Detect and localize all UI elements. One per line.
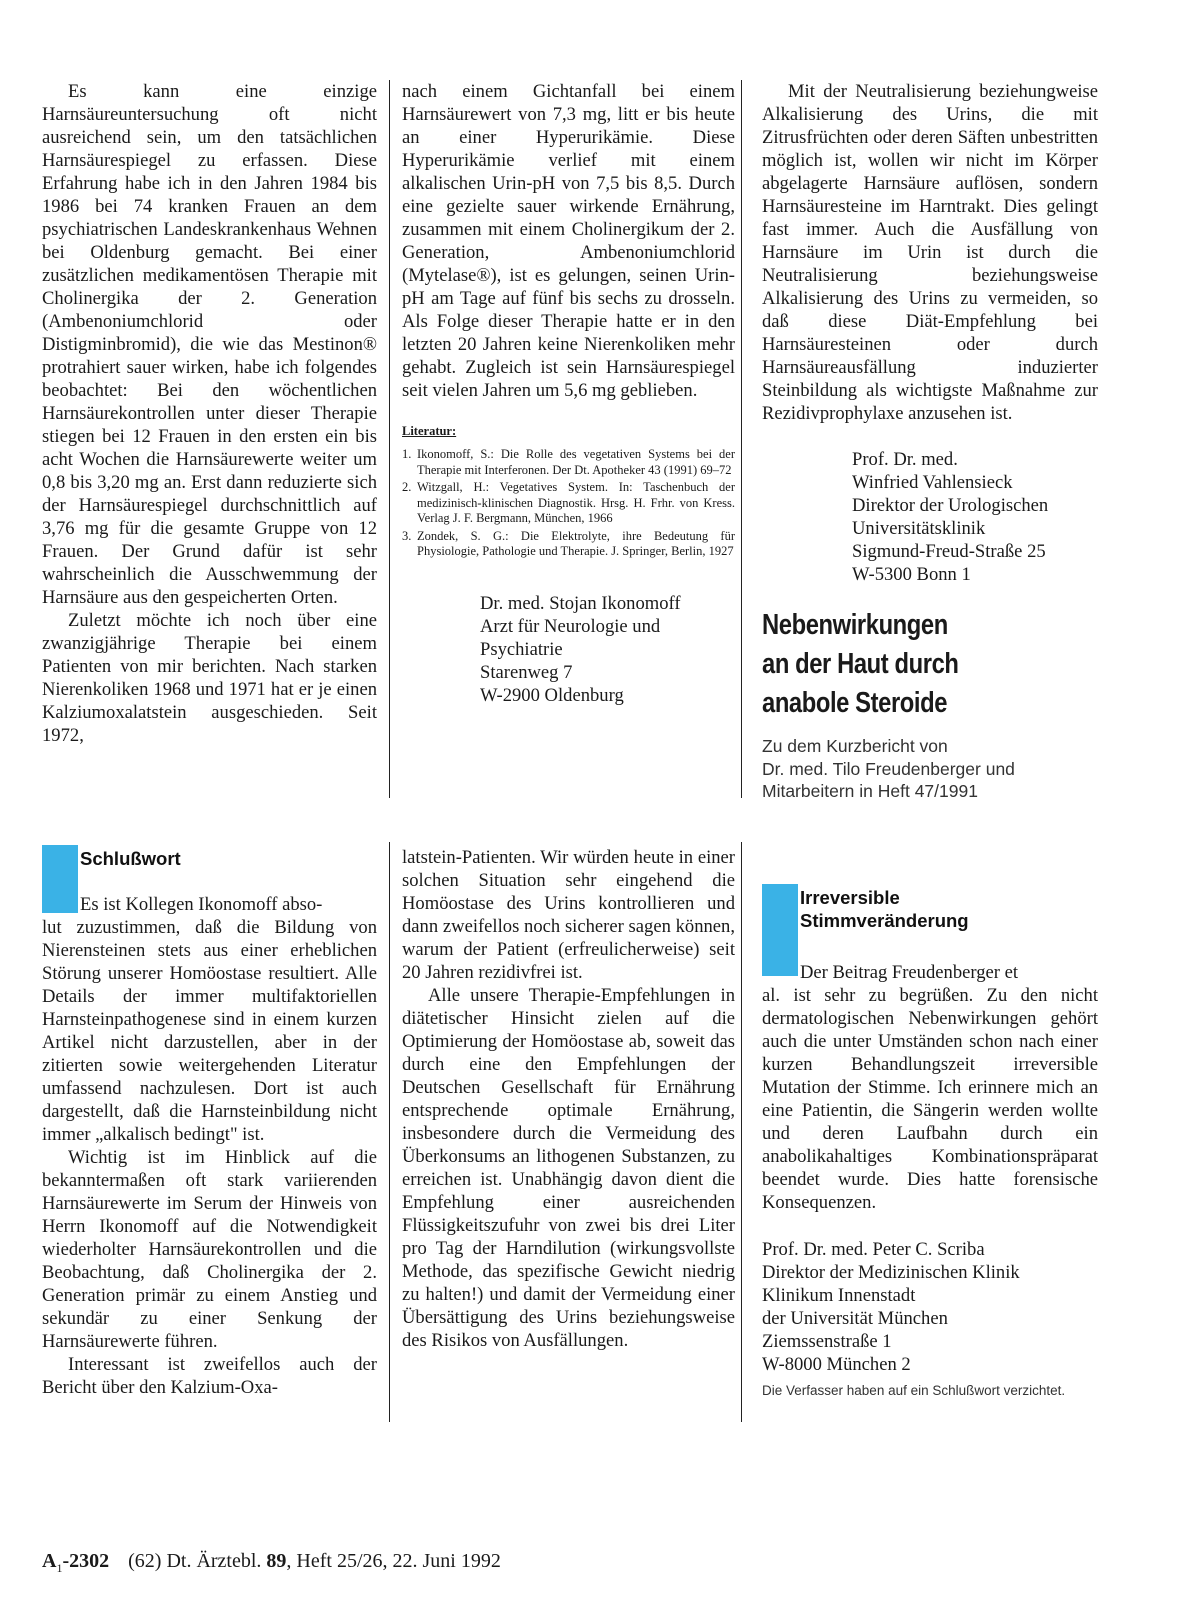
article-body-block — [762, 984, 1098, 1400]
author-line: Psychiatrie — [480, 638, 563, 660]
column-divider-4 — [741, 842, 742, 1422]
reference-text: Zondek, S. G.: Die Elektrolyte, ihre Bedeutung für Physiologie, Pathologie und Therapie. J. Springer, Berlin, 1927 — [417, 528, 735, 558]
headline-line: Nebenwirkungen — [762, 609, 948, 641]
author-line: Ziemssenstraße 1 — [762, 1331, 892, 1352]
reference-number: 1. — [402, 447, 412, 461]
author-line: W-8000 München 2 — [762, 1354, 911, 1375]
article-body: al. ist sehr zu begrüßen. Zu den nicht dermatologischen Nebenwirkungen gehört auch die unter Umständen schon nach einer kurzen Behandlungszeit irreversible Mutation der Stimme. Ich erinnere mich an eine Patientin, die Sängerin werden wollte und deren Laufbahn durch ein anabolikahaltiges Kombinationspräparat beendet wurde. Dies hatte forensische Konsequenzen. — [762, 985, 1098, 1213]
schlusswort-col2-paragraph-2: Alle unsere Therapie-Empfehlungen in diätetischer Hinsicht zielen auf die Optimierung der Homöostase ab, soweit das durch eine den Empfehlungen der Deutschen Gesellschaft für Ernährung entsprechende optimale Ernährung, insbesondere durch die Vermeidung des Überkonsums an lithogenen Substanzen, zu erreichen ist. Unabhängig davon dient die Empfehlung einer ausreichenden Flüssigkeitszufuhr von zwei bis drei Liter pro Tag der Harndilution (wirkungsvollste Methode, das spezifische Gewicht niedrig zu halten!) und damit der Vermeidung einer Übersättigung des Urins beziehungsweise des Risikos von Ausfällungen. — [402, 985, 735, 1351]
article-body-first-line: Der Beitrag Freudenberger et — [800, 962, 1019, 983]
reference-3 — [402, 529, 735, 560]
reference-text: Witzgall, H.: Vegetatives System. In: Taschenbuch der medizinisch-klinischen Diagnostik. Hrsg. H. Frhr. von Kress. Verlag J. F. Bergmann, München, 1966 — [417, 480, 735, 525]
schlusswort-paragraph-3: Interessant ist zweifellos auch der Bericht über den Kalzium-Oxa- — [42, 1354, 377, 1398]
author-line: Dr. med. Stojan Ikonomoff — [480, 592, 681, 614]
col1-paragraph-2: Zuletzt möchte ich noch über eine zwanzigjährige Therapie bei einem Patienten von mir berichten. Nach starken Nierenkoliken 1968 und 1971 hat er je einen Kalziumoxalatstein ausgeschieden. Seit 1972, — [42, 610, 377, 746]
intro-line: Dr. med. Tilo Freudenberger und — [762, 758, 1015, 779]
author-scriba — [762, 1238, 1098, 1376]
col3 — [762, 80, 1098, 803]
reference-number: 2. — [402, 480, 412, 494]
literatur-heading: Literatur: — [402, 424, 457, 438]
article-intro — [762, 735, 1098, 803]
headline-line: anabole Steroide — [762, 687, 948, 719]
author-line: Winfried Vahlensieck — [852, 472, 1013, 493]
author-line: Direktor der Medizinischen Klinik — [762, 1262, 1020, 1283]
author-line: Sigmund-Freud-Straße 25 — [852, 541, 1046, 562]
author-line: W-5300 Bonn 1 — [852, 564, 971, 585]
page-code-sub: 1 — [56, 1561, 63, 1575]
headline-line: an der Haut durch — [762, 648, 959, 680]
author-line: Klinikum Innenstadt — [762, 1285, 916, 1306]
schlusswort-first-line: Es ist Kollegen Ikonomoff abso- — [80, 894, 323, 915]
intro-line: Zu dem Kurzbericht von — [762, 736, 948, 756]
author-line: Direktor der Urologischen — [852, 495, 1049, 516]
schlusswort-col1 — [42, 916, 377, 1399]
schlusswort-paragraph-2: Wichtig ist im Hinblick auf die bekanntermaßen oft stark variierenden Harnsäurewerte im Serum der Hinweis von Herrn Ikonomoff auf die Notwendigkeit wiederholter Harnsäurekontrollen und die Beobachtung, daß Cholinergika der 2. Generation primär zu einem Anstieg und sekundär zu einer Senkung der Harnsäurewerte führen. — [42, 1147, 377, 1352]
reference-2 — [402, 480, 735, 527]
author-line: Arzt für Neurologie und — [480, 615, 661, 637]
column-divider-2 — [741, 80, 742, 798]
column-divider-1 — [389, 80, 390, 798]
page-code: A — [42, 1550, 57, 1572]
no-reply-note: Die Verfasser haben auf ein Schlußwort verzichtet. — [762, 1383, 1066, 1398]
journal-issue: , Heft 25/26, 22. Juni 1992 — [286, 1550, 501, 1572]
author-line: Universitätsklinik — [852, 518, 986, 539]
schlusswort-title: Schlußwort — [80, 848, 181, 869]
col2-top — [402, 80, 735, 707]
intro-line: Mitarbeitern in Heft 47/1991 — [762, 781, 978, 801]
col2-paragraph-1: nach einem Gichtanfall bei einem Harnsäurewert von 7,3 mg, litt er bis heute an einer Hyperurikämie. Diese Hyperurikämie verlief mit einem alkalischen Urin-pH von 7,5 bis 8,5. Durch eine gezielte sauer wirkende Ernährung, zusammen mit einem Cholinergikum der 2. Generation, Ambenoniumchlorid (Mytelase®), ist es gelungen, seinen Urin-pH am Tage auf fünf bis sechs zu drosseln. Als Folge dieser Therapie hatte er in den letzten 20 Jahren keine Nierenkoliken mehr gehabt. Zugleich ist sein Harnsäurespiegel seit vielen Jahren um 5,6 mg geblieben. — [402, 81, 735, 401]
reference-1 — [402, 447, 735, 478]
author-line: der Universität München — [762, 1308, 948, 1329]
section-title-line: Irreversible — [800, 887, 900, 908]
author-line: Prof. Dr. med. Peter C. Scriba — [762, 1239, 985, 1260]
journal-ref: (62) Dt. Ärztebl. — [128, 1550, 262, 1572]
col1-paragraph-1: Es kann eine einzige Harnsäureuntersuchung oft nicht ausreichend sein, um den tatsächlichen Harnsäurespiegel zu erfassen. Diese Erfahrung habe ich in den Jahren 1984 bis 1986 bei 74 kranken Frauen an dem psychiatrischen Landeskrankenhaus Wehnen bei Oldenburg gemacht. Bei einer zusätzlichen medikamentösen Therapie mit Cholinergika der 2. Generation (Ambenoniumchlorid oder Distigminbromid), die wie das Mestinon® protrahiert sauer wirken, habe ich folgendes beobachtet: Bei den wöchentlichen Harnsäurekontrollen unter dieser Therapie stiegen bei 12 Frauen in den ersten ein bis acht Wochen die Harnsäurewerte weiter um 0,8 bis 3,20 mg an. Erst dann reduzierte sich der Harnsäurespiegel durchschnittlich auf 3,76 mg für die gesamte Gruppe von 12 Frauen. Der Grund dafür ist sehr wahrscheinlich die Ausschwemmung der Harnsäure aus den gespeicherten Orten. — [42, 81, 377, 608]
page-number: -2302 — [62, 1550, 110, 1572]
section-title-line: Stimmveränderung — [800, 910, 969, 931]
col1-text — [42, 80, 377, 747]
schlusswort-col2-paragraph-1: latstein-Patienten. Wir würden heute in einer solchen Situation sehr eingehend die Homöostase des Urins kontrollieren und dann zweifellos noch sicherer sagen können, warum der Patient (erfreulicherweise) seit 20 Jahren rezidivfrei ist. — [402, 847, 735, 983]
page-footer — [42, 1550, 501, 1576]
author-vahlensieck — [852, 448, 1098, 586]
reference-number: 3. — [402, 528, 412, 543]
column-divider-3 — [389, 842, 390, 1422]
schlusswort-paragraph-1: lut zuzustimmen, daß die Bildung von Nierensteinen stets aus einer erheblichen Störung unserer Homöostase resultiert. Alle Details der immer multifaktoriellen Harnsteinpathogenese sind in einem kurzen Artikel nicht darzustellen, aber in der zitierten sowie weitergehenden Literatur umfassend nachzulesen. Dort ist auch dargestellt, daß die Harnsteinbildung nicht immer „alkalisch bedingt" ist. — [42, 917, 377, 1145]
schlusswort-marker-bar — [42, 845, 78, 913]
col3-paragraph-1: Mit der Neutralisierung beziehungweise Alkalisierung des Urins, die mit Zitrusfrüchten oder deren Säften unbestritten möglich ist, wollen wir nicht im Körper abgelagerte Harnsäure auflösen, sondern Harnsäuresteine im Harntrakt. Dies gelingt fast immer. Auch die Ausfällung von Harnsäure im Urin ist durch die Neutralisierung beziehungsweise Alkalisierung des Urins zu vermeiden, so daß diese Diät-Empfehlung bei Harnsäuresteinen oder durch Harnsäureausfällung induzierter Steinbildung als wichtigste Maßnahme zur Rezidivprophylaxe anzusehen ist. — [762, 81, 1098, 424]
section-title-stimme — [800, 886, 1100, 932]
section-marker-bar — [762, 884, 798, 976]
author-line: W-2900 Oldenburg — [480, 684, 624, 706]
author-line: Prof. Dr. med. — [852, 449, 958, 470]
references — [402, 424, 735, 560]
article-headline — [762, 606, 1098, 723]
author-line: Starenweg 7 — [480, 661, 573, 683]
reference-text: Ikonomoff, S.: Die Rolle des vegetativen Systems bei der Therapie mit Interferonen. Der Dt. Apotheker 43 (1991) 69–72 — [417, 447, 735, 477]
schlusswort-col2 — [402, 846, 735, 1352]
author-ikonomoff — [480, 592, 735, 707]
journal-volume: 89 — [266, 1550, 287, 1572]
